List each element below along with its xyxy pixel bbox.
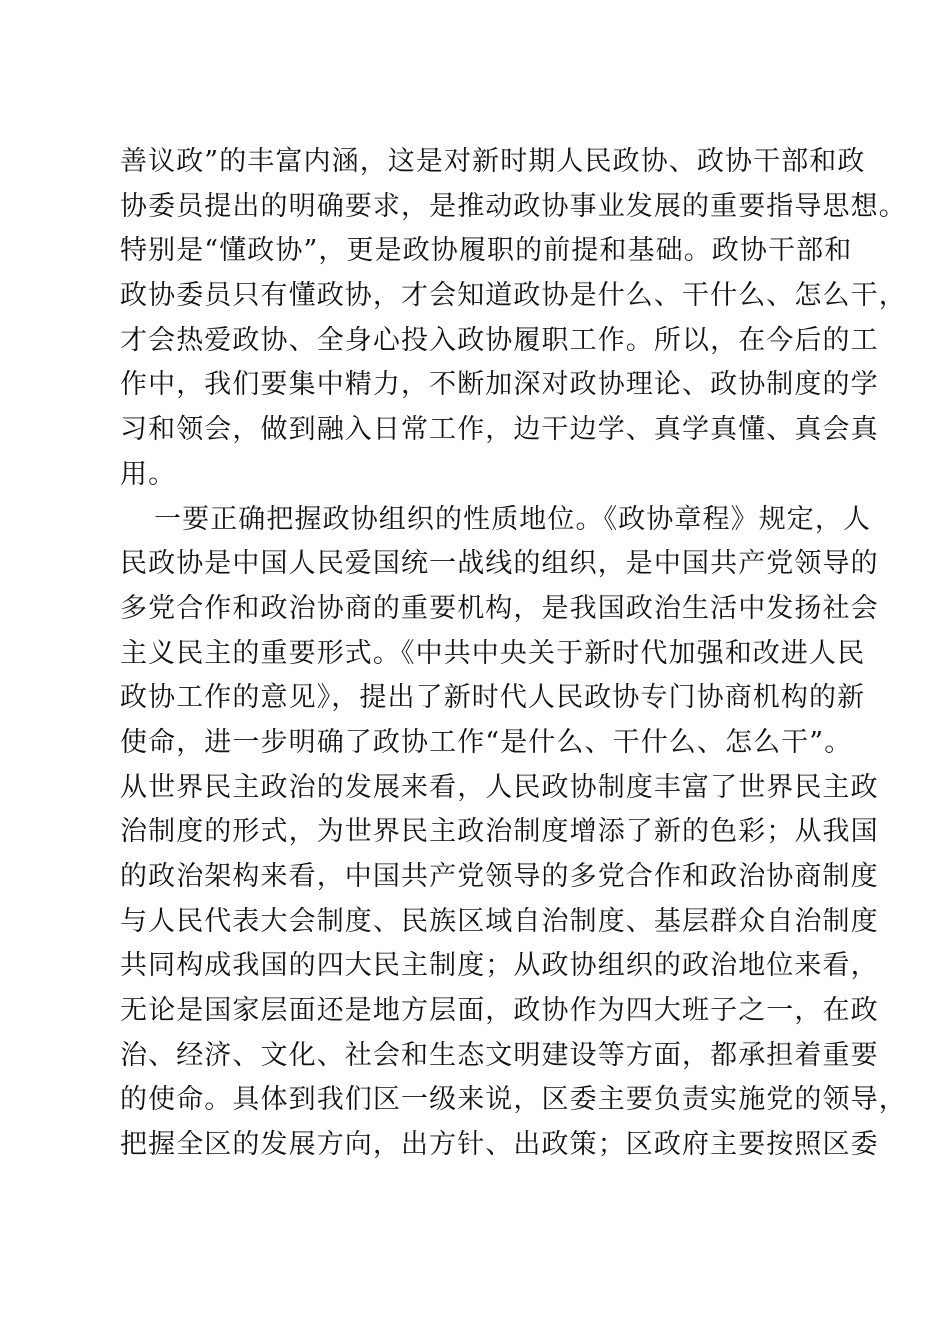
text-line: 共同构成我国的四大民主制度；从政协组织的政治地位来看， — [120, 950, 879, 982]
text-line: 才会热爱政协、全身心投入政协履职工作。所以，在今后的工 — [120, 324, 879, 356]
text-line: 的政治架构来看，中国共产党领导的多党合作和政治协商制度 — [120, 861, 879, 892]
text-line: 民政协是中国人民爱国统一战线的组织，是中国共产党领导的 — [120, 548, 879, 580]
body-text — [120, 140, 907, 1168]
text-line: 多党合作和政治协商的重要机构，是我国政治生活中发扬社会 — [120, 592, 879, 624]
text-line: 善议政”的丰富内涵，这是对新时期人民政协、政协干部和政 — [120, 146, 866, 177]
text-line: 治制度的形式，为世界民主政治制度增添了新的色彩；从我国 — [120, 816, 879, 848]
text-line: 用。 — [120, 458, 177, 490]
text-line: 作中，我们要集中精力，不断加深对政协理论、政协制度的学 — [120, 369, 879, 401]
text-line: 使命，进一步明确了政协工作“是什么、干什么、怎么干”。 — [120, 726, 853, 758]
text-line: 治、经济、文化、社会和生态文明建设等方面，都承担着重要 — [120, 1039, 879, 1071]
text-line: 政协委员只有懂政协，才会知道政协是什么、干什么、怎么干， — [120, 280, 907, 312]
text-line: 无论是国家层面还是地方层面，政协作为四大班子之一，在政 — [120, 995, 879, 1027]
text-line: 特别是“懂政协”，更是政协履职的前提和基础。政协干部和 — [120, 235, 853, 267]
paragraph-heading-line: 一要正确把握政协组织的性质地位。《政协章程》规定，人 — [154, 503, 872, 535]
text-line: 把握全区的发展方向，出方针、出政策；区政府主要按照区委 — [120, 1129, 879, 1161]
text-line: 政协工作的意见》，提出了新时代人民政协专门协商机构的新 — [120, 682, 866, 714]
text-line: 习和领会，做到融入日常工作，边干边学、真学真懂、真会真 — [120, 414, 879, 446]
text-line: 从世界民主政治的发展来看，人民政协制度丰富了世界民主政 — [120, 771, 879, 803]
text-line: 的使命。具体到我们区一级来说，区委主要负责实施党的领导， — [120, 1084, 907, 1116]
text-line: 协委员提出的明确要求，是推动政协事业发展的重要指导思想。 — [120, 190, 907, 222]
text-line: 主义民主的重要形式。《中共中央关于新时代加强和改进人民 — [120, 637, 866, 669]
text-line: 与人民代表大会制度、民族区域自治制度、基层群众自治制度 — [120, 905, 879, 937]
